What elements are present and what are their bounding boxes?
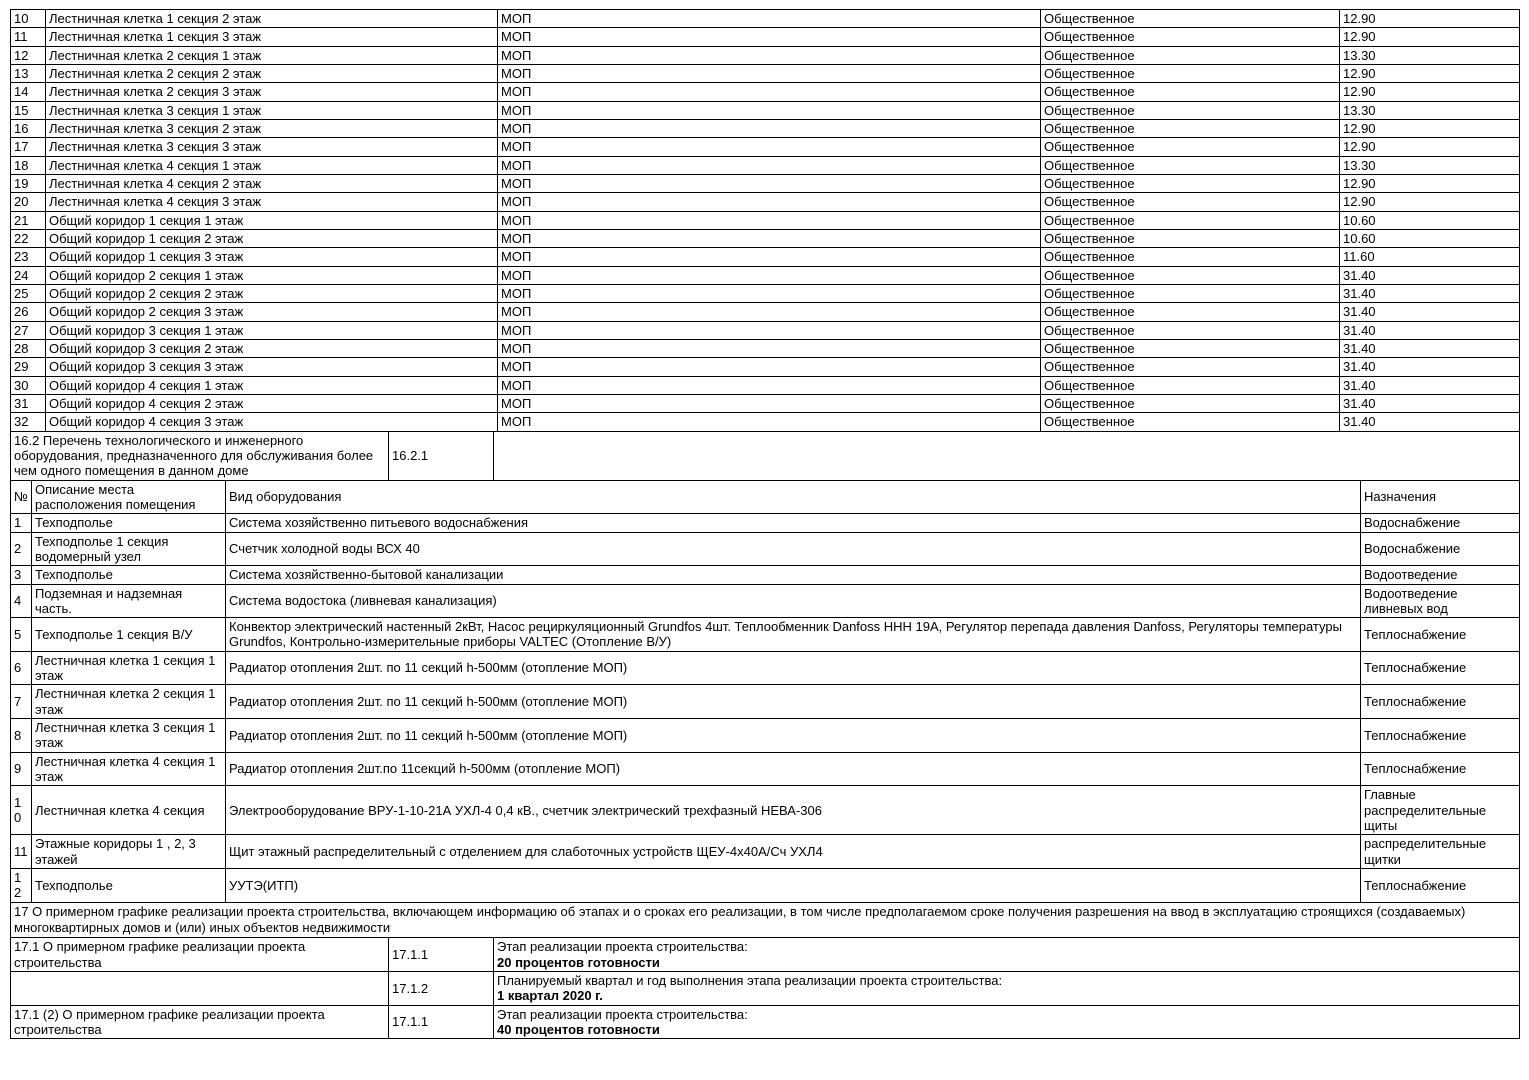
premises-type: МОП (498, 28, 1041, 46)
equipment-description: УУТЭ(ИТП) (226, 869, 1361, 903)
schedule-section-label: 17.1 О примерном графике реализации проекта строительства (11, 938, 389, 972)
equipment-row-number: 5 (11, 618, 32, 652)
premises-row (11, 138, 1520, 156)
equipment-row (11, 584, 1520, 618)
premises-row (11, 339, 1520, 357)
premises-name: Лестничная клетка 2 секция 2 этаж (46, 64, 498, 82)
premises-row-number: 11 (11, 28, 46, 46)
premises-row (11, 376, 1520, 394)
equipment-location: Лестничная клетка 3 секция 1 этаж (32, 719, 226, 753)
premises-area: 12.90 (1340, 174, 1520, 192)
premises-row (11, 46, 1520, 64)
equipment-description: Радиатор отопления 2шт. по 11 секций h-500мм (отопление МОП) (226, 685, 1361, 719)
schedule-stage-caption: Этап реализации проекта строительства: (497, 939, 748, 955)
premises-name: Лестничная клетка 3 секция 1 этаж (46, 101, 498, 119)
schedule-code: 17.1.1 (389, 938, 494, 972)
equipment-purpose: Водоснабжение (1361, 532, 1520, 566)
premises-category: Общественное (1041, 394, 1340, 412)
premises-name: Лестничная клетка 4 секция 2 этаж (46, 174, 498, 192)
section-17-text: 17 О примерном графике реализации проекта строительства, включающем информацию об этапах и о сроках его реализации, в том числе предполагаемом сроке получения разрешения на ввод в эксплуатацию строящихся (создаваемых) многоквартирных домов и (или) иных объектов недвижимости (11, 902, 1520, 938)
premises-row-number: 25 (11, 284, 46, 302)
premises-category: Общественное (1041, 64, 1340, 82)
premises-row-number: 15 (11, 101, 46, 119)
equipment-row-number: 8 (11, 719, 32, 753)
equipment-table-header-row (11, 480, 1520, 514)
premises-area: 12.90 (1340, 138, 1520, 156)
premises-area: 12.90 (1340, 119, 1520, 137)
schedule-stage-caption: Планируемый квартал и год выполнения этапа реализации проекта строительства: (497, 972, 1003, 988)
equipment-row-number: 6 (11, 651, 32, 685)
equipment-row (11, 752, 1520, 786)
premises-category: Общественное (1041, 229, 1340, 247)
equipment-purpose: Теплоснабжение (1361, 869, 1520, 903)
premises-type: МОП (498, 229, 1041, 247)
premises-area: 10.60 (1340, 211, 1520, 229)
premises-row-number: 21 (11, 211, 46, 229)
premises-row (11, 248, 1520, 266)
premises-type: МОП (498, 46, 1041, 64)
premises-name: Общий коридор 4 секция 3 этаж (46, 413, 498, 431)
premises-row (11, 28, 1520, 46)
equipment-location: Техподполье 1 секция В/У (32, 618, 226, 652)
premises-area: 13.30 (1340, 156, 1520, 174)
premises-name: Лестничная клетка 4 секция 1 этаж (46, 156, 498, 174)
premises-row (11, 394, 1520, 412)
equipment-row (11, 532, 1520, 566)
premises-type: МОП (498, 83, 1041, 101)
equipment-purpose: Водоотведение (1361, 566, 1520, 584)
equipment-description: Радиатор отопления 2шт.по 11секций h-500мм (отопление МОП) (226, 752, 1361, 786)
premises-area: 12.90 (1340, 28, 1520, 46)
premises-name: Общий коридор 2 секция 3 этаж (46, 303, 498, 321)
premises-name: Общий коридор 2 секция 1 этаж (46, 266, 498, 284)
premises-category: Общественное (1041, 321, 1340, 339)
equipment-row (11, 566, 1520, 584)
premises-category: Общественное (1041, 138, 1340, 156)
premises-table-body (11, 10, 1520, 432)
equipment-row-number: 11 (11, 835, 32, 869)
premises-type: МОП (498, 321, 1041, 339)
premises-type: МОП (498, 413, 1041, 431)
premises-name: Общий коридор 1 секция 3 этаж (46, 248, 498, 266)
premises-category: Общественное (1041, 303, 1340, 321)
section-16-2-title: 16.2 Перечень технологического и инженерного оборудования, предназначенного для обслуживания более чем одного помещения в данном доме (11, 431, 389, 480)
premises-row-number: 26 (11, 303, 46, 321)
premises-type: МОП (498, 10, 1041, 28)
equipment-description: Счетчик холодной воды ВСХ 40 (226, 532, 1361, 566)
schedule-row (11, 1005, 1520, 1039)
premises-row (11, 101, 1520, 119)
equipment-row (11, 514, 1520, 532)
equipment-description: Радиатор отопления 2шт. по 11 секций h-500мм (отопление МОП) (226, 719, 1361, 753)
equipment-header-equipment: Вид оборудования (226, 480, 1361, 514)
equipment-purpose: Главные распределительные щиты (1361, 786, 1520, 835)
equipment-row-number: 10 (11, 786, 32, 835)
premises-area: 12.90 (1340, 10, 1520, 28)
equipment-row-number: 9 (11, 752, 32, 786)
equipment-purpose: Теплоснабжение (1361, 685, 1520, 719)
premises-row-number: 24 (11, 266, 46, 284)
premises-type: МОП (498, 303, 1041, 321)
premises-row (11, 193, 1520, 211)
premises-area: 12.90 (1340, 83, 1520, 101)
premises-area: 31.40 (1340, 394, 1520, 412)
equipment-location: Техподполье (32, 514, 226, 532)
premises-row (11, 211, 1520, 229)
premises-row-number: 19 (11, 174, 46, 192)
premises-area: 31.40 (1340, 413, 1520, 431)
premises-row-number: 18 (11, 156, 46, 174)
equipment-description: Система хозяйственно питьевого водоснабжения (226, 514, 1361, 532)
schedule-stage-value: 40 процентов готовности (497, 1021, 660, 1037)
equipment-row-number: 4 (11, 584, 32, 618)
premises-category: Общественное (1041, 339, 1340, 357)
premises-name: Общий коридор 2 секция 2 этаж (46, 284, 498, 302)
premises-row (11, 156, 1520, 174)
premises-name: Лестничная клетка 2 секция 3 этаж (46, 83, 498, 101)
equipment-purpose: Теплоснабжение (1361, 618, 1520, 652)
equipment-row-number: 7 (11, 685, 32, 719)
premises-row (11, 10, 1520, 28)
premises-name: Общий коридор 4 секция 1 этаж (46, 376, 498, 394)
schedule-row (11, 971, 1520, 1005)
premises-name: Общий коридор 1 секция 2 этаж (46, 229, 498, 247)
equipment-location: Лестничная клетка 4 секция (32, 786, 226, 835)
premises-type: МОП (498, 119, 1041, 137)
premises-type: МОП (498, 248, 1041, 266)
equipment-description: Электрооборудование ВРУ-1-10-21А УХЛ-4 0,4 кВ., счетчик электрический трехфазный НЕВА-306 (226, 786, 1361, 835)
premises-row (11, 321, 1520, 339)
premises-row-number: 16 (11, 119, 46, 137)
schedule-code: 17.1.2 (389, 971, 494, 1005)
equipment-header-num: № (11, 480, 32, 514)
premises-row (11, 83, 1520, 101)
schedule-section-label (11, 971, 389, 1005)
equipment-description: Радиатор отопления 2шт. по 11 секций h-500мм (отопление МОП) (226, 651, 1361, 685)
premises-row-number: 14 (11, 83, 46, 101)
equipment-description: Система водостока (ливневая канализация) (226, 584, 1361, 618)
schedule-table (10, 937, 1520, 1039)
premises-row (11, 284, 1520, 302)
premises-category: Общественное (1041, 376, 1340, 394)
equipment-purpose: Теплоснабжение (1361, 752, 1520, 786)
premises-row-number: 32 (11, 413, 46, 431)
equipment-location: Подземная и надземная часть. (32, 584, 226, 618)
equipment-row-number: 1 (11, 514, 32, 532)
equipment-location: Лестничная клетка 1 секция 1 этаж (32, 651, 226, 685)
premises-name: Лестничная клетка 2 секция 1 этаж (46, 46, 498, 64)
section-16-2-code: 16.2.1 (389, 431, 494, 480)
premises-row (11, 303, 1520, 321)
premises-type: МОП (498, 376, 1041, 394)
premises-type: МОП (498, 138, 1041, 156)
premises-area: 11.60 (1340, 248, 1520, 266)
equipment-location: Техподполье (32, 566, 226, 584)
section-17-row (10, 902, 1520, 939)
premises-area: 31.40 (1340, 284, 1520, 302)
equipment-table-body (11, 480, 1520, 902)
premises-category: Общественное (1041, 83, 1340, 101)
premises-area: 31.40 (1340, 303, 1520, 321)
premises-area: 12.90 (1340, 64, 1520, 82)
premises-type: МОП (498, 174, 1041, 192)
premises-name: Общий коридор 3 секция 1 этаж (46, 321, 498, 339)
schedule-stage (494, 938, 1520, 972)
equipment-row (11, 651, 1520, 685)
premises-type: МОП (498, 64, 1041, 82)
schedule-stage-caption: Этап реализации проекта строительства: (497, 1006, 748, 1022)
equipment-purpose: Водоснабжение (1361, 514, 1520, 532)
premises-row-number: 20 (11, 193, 46, 211)
section-16-2 (11, 431, 1520, 480)
premises-category: Общественное (1041, 284, 1340, 302)
premises-area: 10.60 (1340, 229, 1520, 247)
premises-row (11, 174, 1520, 192)
equipment-row (11, 719, 1520, 753)
premises-type: МОП (498, 211, 1041, 229)
equipment-row (11, 835, 1520, 869)
equipment-header-location: Описание места расположения помещения (32, 480, 226, 514)
equipment-location: Техподполье (32, 869, 226, 903)
equipment-description: Конвектор электрический настенный 2кВт, Насос рециркуляционный Grundfos 4шт. Теплообменник Danfoss HHН 19А, Регулятор перепада давления Danfoss, Регуляторы температуры Grundfos, Контрольно-измерительные приборы VALTEC (Отопление В/У) (226, 618, 1361, 652)
premises-row-number: 31 (11, 394, 46, 412)
equipment-row-number: 3 (11, 566, 32, 584)
equipment-row (11, 685, 1520, 719)
premises-name: Лестничная клетка 3 секция 2 этаж (46, 119, 498, 137)
section-16-2-empty-cell (494, 431, 1520, 480)
premises-area: 31.40 (1340, 321, 1520, 339)
equipment-row-number: 2 (11, 532, 32, 566)
premises-area: 31.40 (1340, 339, 1520, 357)
premises-row-number: 17 (11, 138, 46, 156)
premises-area: 31.40 (1340, 358, 1520, 376)
premises-type: МОП (498, 358, 1041, 376)
premises-category: Общественное (1041, 211, 1340, 229)
premises-name: Лестничная клетка 4 секция 3 этаж (46, 193, 498, 211)
premises-row-number: 23 (11, 248, 46, 266)
schedule-stage (494, 1005, 1520, 1039)
premises-row-number: 10 (11, 10, 46, 28)
premises-type: МОП (498, 156, 1041, 174)
premises-area: 31.40 (1340, 266, 1520, 284)
premises-row (11, 119, 1520, 137)
premises-category: Общественное (1041, 10, 1340, 28)
premises-row (11, 229, 1520, 247)
premises-row-number: 27 (11, 321, 46, 339)
premises-area: 12.90 (1340, 193, 1520, 211)
premises-name: Общий коридор 4 секция 2 этаж (46, 394, 498, 412)
premises-category: Общественное (1041, 358, 1340, 376)
equipment-purpose: Водоотведение ливневых вод (1361, 584, 1520, 618)
premises-row-number: 30 (11, 376, 46, 394)
premises-row-number: 12 (11, 46, 46, 64)
equipment-row (11, 786, 1520, 835)
premises-row-number: 28 (11, 339, 46, 357)
premises-name: Лестничная клетка 1 секция 2 этаж (46, 10, 498, 28)
equipment-purpose: Теплоснабжение (1361, 651, 1520, 685)
schedule-stage-value: 20 процентов готовности (497, 954, 660, 970)
premises-type: МОП (498, 339, 1041, 357)
section-16-2-row (10, 431, 1520, 481)
equipment-header-purpose: Назначения (1361, 480, 1520, 514)
equipment-location: Лестничная клетка 4 секция 1 этаж (32, 752, 226, 786)
premises-category: Общественное (1041, 46, 1340, 64)
premises-row (11, 64, 1520, 82)
premises-area: 31.40 (1340, 376, 1520, 394)
premises-name: Лестничная клетка 1 секция 3 этаж (46, 28, 498, 46)
equipment-location: Лестничная клетка 2 секция 1 этаж (32, 685, 226, 719)
premises-type: МОП (498, 101, 1041, 119)
premises-type: МОП (498, 394, 1041, 412)
premises-category: Общественное (1041, 101, 1340, 119)
equipment-location: Этажные коридоры 1 , 2, 3 этажей (32, 835, 226, 869)
premises-row (11, 413, 1520, 431)
premises-category: Общественное (1041, 193, 1340, 211)
premises-row-number: 13 (11, 64, 46, 82)
equipment-location: Техподполье 1 секция водомерный узел (32, 532, 226, 566)
schedule-stage (494, 971, 1520, 1005)
premises-row (11, 358, 1520, 376)
premises-type: МОП (498, 266, 1041, 284)
equipment-row-number: 12 (11, 869, 32, 903)
premises-category: Общественное (1041, 174, 1340, 192)
equipment-table (10, 480, 1520, 903)
premises-category: Общественное (1041, 28, 1340, 46)
premises-row-number: 22 (11, 229, 46, 247)
equipment-row (11, 869, 1520, 903)
schedule-code: 17.1.1 (389, 1005, 494, 1039)
premises-category: Общественное (1041, 413, 1340, 431)
premises-category: Общественное (1041, 119, 1340, 137)
premises-name: Общий коридор 3 секция 3 этаж (46, 358, 498, 376)
premises-table (10, 9, 1520, 432)
premises-name: Общий коридор 1 секция 1 этаж (46, 211, 498, 229)
premises-category: Общественное (1041, 156, 1340, 174)
equipment-description: Щит этажный распределительный с отделением для слаботочных устройств ЩЕУ-4х40А/Сч УХЛ4 (226, 835, 1361, 869)
schedule-stage-value: 1 квартал 2020 г. (497, 988, 603, 1004)
schedule-row (11, 938, 1520, 972)
premises-name: Общий коридор 3 секция 2 этаж (46, 339, 498, 357)
equipment-purpose: Теплоснабжение (1361, 719, 1520, 753)
equipment-purpose: распределительные щитки (1361, 835, 1520, 869)
premises-row (11, 266, 1520, 284)
premises-name: Лестничная клетка 3 секция 3 этаж (46, 138, 498, 156)
schedule-table-body (11, 938, 1520, 1039)
premises-category: Общественное (1041, 248, 1340, 266)
equipment-row (11, 618, 1520, 652)
premises-category: Общественное (1041, 266, 1340, 284)
premises-row-number: 29 (11, 358, 46, 376)
premises-area: 13.30 (1340, 46, 1520, 64)
equipment-description: Система хозяйственно-бытовой канализации (226, 566, 1361, 584)
premises-type: МОП (498, 284, 1041, 302)
premises-area: 13.30 (1340, 101, 1520, 119)
premises-type: МОП (498, 193, 1041, 211)
schedule-section-label: 17.1 (2) О примерном графике реализации проекта строительства (11, 1005, 389, 1039)
